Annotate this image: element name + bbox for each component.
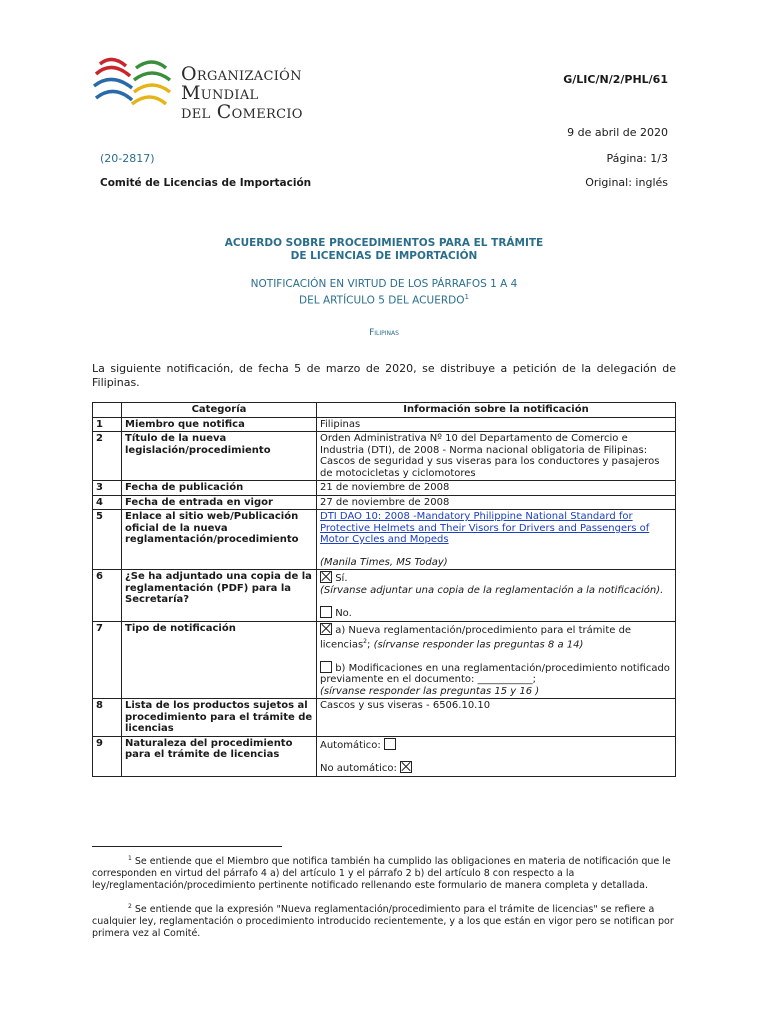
header-category: Categoría bbox=[122, 403, 317, 418]
row-category: Naturaleza del procedimiento para el trámite de licencias bbox=[122, 736, 317, 776]
table-header-row bbox=[93, 403, 676, 418]
notification-subtitle bbox=[92, 278, 676, 308]
doc-date: 9 de abril de 2020 bbox=[567, 126, 668, 139]
org-name-line3: del Comercio bbox=[181, 101, 303, 123]
row-info: 21 de noviembre de 2008 bbox=[317, 481, 676, 496]
row-number: 6 bbox=[93, 570, 122, 622]
footnote-2 bbox=[92, 901, 676, 940]
row-number: 8 bbox=[93, 699, 122, 737]
option-b-note: (sírvanse responder las preguntas 15 y 16 ) bbox=[320, 685, 540, 697]
table-row bbox=[93, 510, 676, 570]
footnote-1 bbox=[92, 853, 676, 892]
row-info: Filipinas bbox=[317, 417, 676, 432]
original-language: Original: inglés bbox=[585, 176, 668, 189]
row-info bbox=[317, 570, 676, 622]
footnote-ref-2: 2 bbox=[363, 638, 367, 645]
row-number: 9 bbox=[93, 736, 122, 776]
footnote-2-text: Se entiende que la expresión "Nueva reglamentación/procedimiento para el trámite de licencias" se refiere a cualquier ley, reglamentación o procedimiento introducido recientemente, y a los que están en vigor pero se notifican por primera vez al Comité. bbox=[92, 904, 674, 940]
row-category: Lista de los productos sujetos al procedimiento para el trámite de licencias bbox=[122, 699, 317, 737]
footnote-1-mark: 1 bbox=[128, 855, 132, 862]
table-row bbox=[93, 432, 676, 481]
table-row bbox=[93, 481, 676, 496]
committee-name: Comité de Licencias de Importación bbox=[100, 177, 312, 189]
table-row bbox=[93, 736, 676, 776]
regulation-link[interactable]: DTI DAO 10: 2008 -Mandatory Philippine National Standard for Protective Helmets and Their Visors for Drivers and Passengers of Motor Cycles and Mopeds bbox=[320, 511, 650, 545]
notification-table bbox=[92, 402, 676, 777]
row-category: Título de la nueva legislación/procedimiento bbox=[122, 432, 317, 481]
country-name: Filipinas bbox=[369, 328, 399, 338]
option-b-label: b) Modificaciones en una reglamentación/procedimiento notificado previamente en el documento: ___________; bbox=[320, 662, 670, 686]
row-number: 1 bbox=[93, 417, 122, 432]
footnote-2-mark: 2 bbox=[128, 903, 132, 910]
wto-logo bbox=[92, 56, 172, 122]
footnote-1-text: Se entiende que el Miembro que notifica también ha cumplido las obligaciones en materia de notificación que le corresponden en virtud del párrafo 4 a) del artículo 1 y el párrafo 2 b) del artículo 8 con respecto a la ley/reglamentación/procedimiento pertinente notificado rellenando este formulario de manera completa y detallada. bbox=[92, 856, 671, 892]
row-number: 7 bbox=[93, 621, 122, 699]
intro-paragraph: La siguiente notificación, de fecha 5 de marzo de 2020, se distribuye a petición de la delegación de Filipinas. bbox=[92, 362, 676, 389]
table-row bbox=[93, 570, 676, 622]
row-number: 3 bbox=[93, 481, 122, 496]
page-number: Página: 1/3 bbox=[606, 152, 668, 165]
subtitle-line1: NOTIFICACIÓN EN VIRTUD DE LOS PÁRRAFOS 1 A 4 bbox=[250, 278, 518, 290]
table-row bbox=[93, 621, 676, 699]
doc-symbol: G/LIC/N/2/PHL/61 bbox=[563, 73, 668, 86]
option-non-automatic-label: No automático: bbox=[320, 763, 397, 775]
row-category: Miembro que notifica bbox=[122, 417, 317, 432]
row-info: a) Nueva reglamentación/procedimiento para el trámite de licencias$^2$; (sírvanse responder las preguntas 8 a 14) b) Modificaciones en una reglamentación/procedimiento notificado previamente en el documento: ___________; (sírvanse responder las preguntas 15 y 16 ) bbox=[317, 621, 676, 699]
publication-sources: (Manila Times, MS Today) bbox=[320, 556, 448, 568]
row-info: Cascos y sus viseras - 6506.10.10 bbox=[317, 699, 676, 737]
row-info: Orden Administrativa Nº 10 del Departamento de Comercio e Industria (DTI), de 2008 - Norma nacional obligatoria de Filipinas: Cascos de seguridad y sus viseras para los conductores y pasajeros de motocicletas y ciclomotores bbox=[317, 432, 676, 481]
row-category: Enlace al sitio web/Publicación oficial de la nueva reglamentación/procedimiento bbox=[122, 510, 317, 570]
row-category: Fecha de entrada en vigor bbox=[122, 495, 317, 510]
row-category: Fecha de publicación bbox=[122, 481, 317, 496]
option-a-label: a) Nueva reglamentación/procedimiento para el trámite de licencias bbox=[320, 624, 632, 651]
checkbox-non-automatic-checked[interactable] bbox=[400, 761, 412, 773]
table-row bbox=[93, 495, 676, 510]
option-yes-note: (Sírvanse adjuntar una copia de la reglamentación a la notificación). bbox=[320, 584, 664, 596]
table-row bbox=[93, 417, 676, 432]
row-number: 2 bbox=[93, 432, 122, 481]
option-no-label: No. bbox=[335, 608, 352, 619]
agreement-title-line1: ACUERDO SOBRE PROCEDIMIENTOS PARA EL TRÁMITE bbox=[224, 237, 544, 249]
checkbox-automatic[interactable] bbox=[384, 738, 396, 750]
option-automatic-label: Automático: bbox=[320, 739, 381, 751]
option-a-note: (sírvanse responder las preguntas 8 a 14) bbox=[373, 639, 584, 651]
doc-ref: (20-2817) bbox=[100, 152, 155, 165]
row-number: 4 bbox=[93, 495, 122, 510]
org-name bbox=[181, 65, 303, 122]
org-name-line1: Organización bbox=[181, 63, 302, 85]
table-row bbox=[93, 699, 676, 737]
row-info bbox=[317, 510, 676, 570]
agreement-title-line2: DE LICENCIAS DE IMPORTACIÓN bbox=[290, 250, 478, 262]
agreement-title bbox=[92, 237, 676, 263]
org-name-line2: Mundial bbox=[181, 82, 259, 104]
header-info: Información sobre la notificación bbox=[317, 403, 676, 418]
subtitle-line2: DEL ARTÍCULO 5 DEL ACUERDO bbox=[299, 294, 465, 307]
footnote-divider bbox=[92, 846, 282, 847]
row-category: Tipo de notificación bbox=[122, 621, 317, 699]
checkbox-yes-checked[interactable] bbox=[320, 571, 332, 583]
row-info bbox=[317, 736, 676, 776]
footnote-ref-1: 1 bbox=[464, 293, 469, 301]
row-number: 5 bbox=[93, 510, 122, 570]
checkbox-modification[interactable] bbox=[320, 661, 332, 673]
checkbox-new-regulation-checked[interactable] bbox=[320, 623, 332, 635]
row-category: ¿Se ha adjuntado una copia de la reglamentación (PDF) para la Secretaría? bbox=[122, 570, 317, 622]
row-info: 27 de noviembre de 2008 bbox=[317, 495, 676, 510]
checkbox-no[interactable] bbox=[320, 606, 332, 618]
option-yes-label: Sí. bbox=[335, 573, 348, 584]
